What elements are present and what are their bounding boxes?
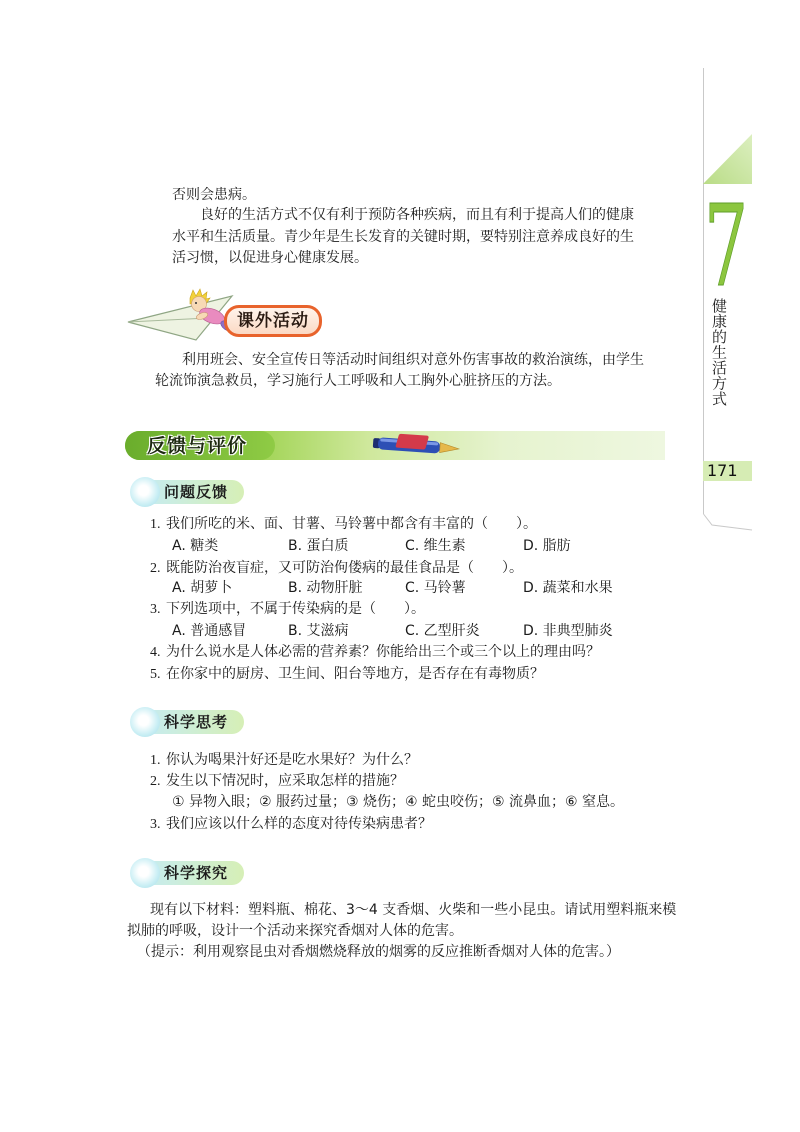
pill-circle-icon (130, 477, 160, 507)
question-5 (150, 664, 544, 685)
option-d: D. 脂肪 (523, 538, 571, 554)
question-number: 5. (150, 667, 161, 682)
question-text: 既能防治夜盲症，又可防治佝偻病的最佳食品是（ ）。 (166, 560, 523, 576)
option-c: C. 马铃薯 (405, 580, 466, 596)
sidebar-corner-curve (704, 514, 753, 530)
pill-circle-icon (130, 858, 160, 888)
science-thinking-header (130, 709, 244, 735)
question-number: 2. (150, 774, 161, 789)
pill-label: 科学探究 (164, 864, 229, 882)
activity-line: 利用班会、安全宣传日等活动时间组织对意外伤害事故的救治演练，由学生 (182, 352, 644, 368)
option-c: C. 乙型肝炎 (405, 623, 480, 639)
question-text: 为什么说水是人体必需的营养素？你能给出三个或三个以上的理由吗？ (166, 644, 600, 660)
pill-circle-icon (130, 707, 160, 737)
question-text: 你认为喝果汁好还是吃水果好？为什么？ (166, 752, 418, 768)
feedback-banner (125, 431, 665, 460)
science-inquiry-header (130, 860, 244, 886)
option-b: B. 动物肝脏 (288, 580, 363, 596)
pen-clip (395, 434, 429, 450)
chapter-corner-triangle (703, 134, 752, 184)
glider-kid-illustration (124, 288, 236, 346)
option-a: A. 糖类 (172, 538, 219, 554)
activity-line: 轮流饰演急救员，学习施行人工呼吸和人工胸外心脏挤压的方法。 (155, 373, 561, 389)
thinking-question-2-detail: ① 异物入眼；② 服药过量；③ 烧伤；④ 蛇虫咬伤；⑤ 流鼻血；⑥ 窒息。 (172, 794, 625, 810)
intro-line: 良好的生活方式不仅有利于预防各种疾病，而且有利于提高人们的健康 (200, 207, 634, 223)
pill-label: 问题反馈 (164, 483, 229, 501)
problem-feedback-header (130, 479, 244, 505)
option-a: A. 胡萝卜 (172, 580, 233, 596)
feedback-title: 反馈与评价 (147, 435, 248, 457)
question-number: 3. (150, 817, 161, 832)
question-number: 4. (150, 645, 161, 660)
intro-line: 活习惯，以促进身心健康发展。 (172, 250, 368, 266)
chapter-number: 7 (704, 181, 749, 312)
question-1 (150, 514, 537, 535)
question-number: 1. (150, 517, 161, 532)
question-text: 下列选项中，不属于传染病的是（ ）。 (166, 601, 425, 617)
question-3 (150, 599, 425, 620)
question-text: 我们所吃的米、面、甘薯、马铃薯中都含有丰富的（ ）。 (166, 516, 537, 532)
option-d: D. 蔬菜和水果 (523, 580, 613, 596)
question-number: 2. (150, 561, 161, 576)
question-number: 1. (150, 753, 161, 768)
activity-label-text: 课外活动 (237, 311, 309, 331)
inquiry-hint: （提示：利用观察昆虫对香烟燃烧释放的烟雾的反应推断香烟对人体的危害。） (137, 944, 620, 960)
question-text: 在你家中的厨房、卫生间、阳台等地方，是否存在有毒物质？ (166, 666, 544, 682)
question-2 (150, 558, 523, 579)
intro-line: 水平和生活质量。青少年是生长发育的关键时期，要特别注意养成良好的生 (172, 229, 634, 245)
pen-nib (440, 443, 460, 454)
option-b: B. 艾滋病 (288, 623, 349, 639)
inquiry-line: 现有以下材料：塑料瓶、棉花、3～4 支香烟、火柴和一些小昆虫。请试用塑料瓶来模 (150, 902, 677, 918)
activity-section-label (224, 305, 322, 337)
pill-label: 科学思考 (164, 713, 229, 731)
question-number: 3. (150, 602, 161, 617)
kid-eye (195, 302, 197, 304)
inquiry-line: 拟肺的呼吸，设计一个活动来探究香烟对人体的危害。 (127, 923, 463, 939)
thinking-question-3 (150, 814, 432, 835)
option-d: D. 非典型肺炎 (523, 623, 613, 639)
thinking-question-2 (150, 771, 404, 792)
question-4 (150, 642, 600, 663)
thinking-question-1 (150, 750, 418, 771)
intro-line: 否则会患病。 (172, 187, 256, 203)
option-b: B. 蛋白质 (288, 538, 349, 554)
option-a: A. 普通感冒 (172, 623, 247, 639)
pen-illustration (371, 432, 463, 460)
question-text: 发生以下情况时，应采取怎样的措施？ (166, 773, 404, 789)
page-number: 171 (707, 461, 738, 480)
chapter-title-vertical: 健康的生活方式 (710, 298, 728, 407)
option-c: C. 维生素 (405, 538, 466, 554)
question-text: 我们应该以什么样的态度对待传染病患者？ (166, 816, 432, 832)
